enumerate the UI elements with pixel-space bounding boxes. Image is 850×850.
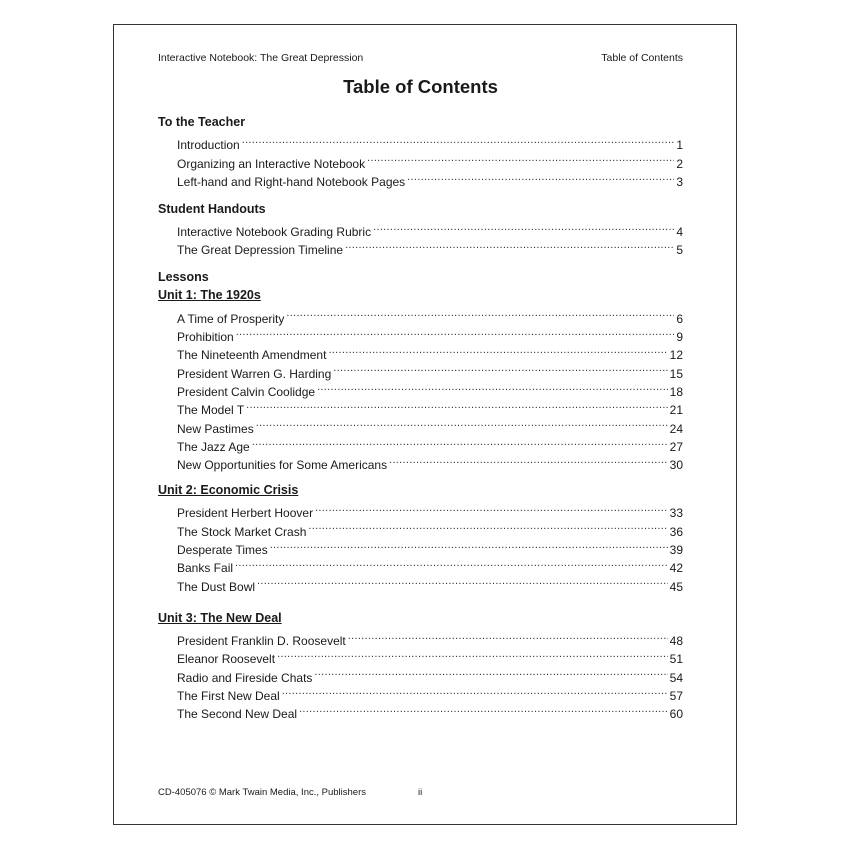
entry-page: 36	[669, 524, 683, 539]
page-title: Table of Contents	[343, 76, 498, 97]
dot-leader	[277, 645, 668, 663]
running-header	[158, 52, 683, 66]
entry-page: 27	[669, 439, 683, 454]
entry-page: 4	[676, 225, 683, 240]
unit-2	[158, 481, 683, 594]
entry-page: 21	[669, 403, 683, 418]
entry-page: 3	[676, 174, 683, 189]
section-student-handouts	[158, 200, 683, 258]
entry-page: 1	[676, 138, 683, 153]
unit-heading: Unit 2: Economic Crisis	[158, 483, 299, 498]
entry-page: 15	[669, 366, 683, 381]
footer-copyright: CD-405076 © Mark Twain Media, Inc., Publishers	[158, 787, 366, 798]
entry-page: 54	[669, 670, 683, 685]
entry-page: 24	[669, 421, 683, 436]
entry-list	[158, 218, 683, 258]
dot-leader	[328, 341, 667, 359]
entry-label: A Time of Prosperity	[177, 311, 285, 326]
entry-label: The Stock Market Crash	[177, 524, 307, 539]
entry-label: Radio and Fireside Chats	[177, 670, 313, 685]
dot-leader	[308, 517, 667, 535]
toc-entry[interactable]	[158, 572, 683, 594]
toc-entry[interactable]	[158, 218, 683, 240]
dot-leader	[333, 359, 667, 377]
dot-leader	[282, 682, 668, 700]
entry-label: President Franklin D. Roosevelt	[177, 633, 346, 648]
entry-page: 5	[676, 243, 683, 258]
entry-label: The Jazz Age	[177, 439, 250, 454]
dot-leader	[345, 236, 674, 254]
entry-page: 6	[676, 311, 683, 326]
page-number: ii	[418, 787, 423, 798]
entry-label: New Pastimes	[177, 421, 254, 436]
entry-label: Banks Fail	[177, 561, 234, 576]
entry-label: The Nineteenth Amendment	[177, 348, 327, 363]
section-heading: To the Teacher	[158, 115, 246, 129]
entry-page: 18	[669, 384, 683, 399]
dot-leader	[270, 536, 668, 554]
dot-leader	[236, 323, 675, 341]
dot-leader	[235, 554, 668, 572]
entry-page: 60	[669, 707, 683, 722]
entry-label: The Great Depression Timeline	[177, 243, 344, 258]
entry-label: The Dust Bowl	[177, 579, 256, 594]
toc-entry[interactable]	[158, 341, 683, 363]
header-section-title: Table of Contents	[601, 52, 683, 64]
dot-leader	[299, 700, 668, 718]
entry-list	[158, 627, 683, 722]
dot-leader	[257, 572, 668, 590]
entry-page: 45	[669, 579, 683, 594]
entry-label: The Second New Deal	[177, 707, 298, 722]
dot-leader	[348, 627, 668, 645]
toc-entry[interactable]	[158, 131, 683, 153]
entry-list	[158, 131, 683, 189]
entry-page: 48	[669, 633, 683, 648]
entry-page: 12	[669, 348, 683, 363]
dot-leader	[246, 396, 667, 414]
dot-leader	[367, 149, 674, 167]
dot-leader	[389, 451, 668, 469]
unit-heading: Unit 3: The New Deal	[158, 610, 282, 625]
dot-leader	[256, 414, 668, 432]
entry-page: 30	[669, 458, 683, 473]
toc-entry[interactable]	[158, 554, 683, 576]
toc-entry[interactable]	[158, 304, 683, 326]
unit-3	[158, 609, 683, 722]
entry-label: Introduction	[177, 138, 240, 153]
unit-1	[158, 286, 683, 473]
entry-page: 39	[669, 543, 683, 558]
entry-label: Interactive Notebook Grading Rubric	[177, 225, 372, 240]
toc-entry[interactable]	[158, 627, 683, 648]
section-heading: Student Handouts	[158, 201, 266, 216]
section-heading: Lessons	[158, 270, 209, 285]
dot-leader	[407, 168, 674, 186]
entry-label: Desperate Times	[177, 543, 268, 558]
dot-leader	[314, 663, 667, 681]
entry-page: 57	[669, 688, 683, 703]
toc-entry[interactable]	[158, 323, 683, 345]
toc-entry[interactable]	[158, 499, 683, 521]
dot-leader	[242, 131, 675, 149]
entry-page: 51	[669, 652, 683, 667]
entry-label: President Herbert Hoover	[177, 506, 314, 521]
entry-page: 42	[669, 561, 683, 576]
unit-heading: Unit 1: The 1920s	[158, 288, 261, 303]
dot-leader	[317, 378, 668, 396]
entry-label: The Model T	[177, 403, 245, 418]
dot-leader	[252, 433, 668, 451]
entry-page: 2	[676, 156, 683, 171]
section-to-the-teacher	[158, 113, 683, 189]
dot-leader	[373, 218, 674, 236]
entry-label: Prohibition	[177, 330, 234, 345]
entry-label: Eleanor Roosevelt	[177, 652, 276, 667]
entry-label: President Calvin Coolidge	[177, 384, 316, 399]
table-of-contents	[158, 113, 683, 722]
entry-label: New Opportunities for Some Americans	[177, 458, 388, 473]
entry-list	[158, 499, 683, 594]
section-lessons	[158, 268, 683, 722]
entry-page: 33	[669, 506, 683, 521]
entry-label: President Warren G. Harding	[177, 366, 332, 381]
dot-leader	[315, 499, 668, 517]
header-book-title: Interactive Notebook: The Great Depression	[158, 52, 364, 64]
entry-page: 9	[676, 330, 683, 345]
entry-list	[158, 304, 683, 473]
entry-label: Organizing an Interactive Notebook	[177, 156, 366, 171]
entry-label: Left-hand and Right-hand Notebook Pages	[177, 174, 406, 189]
dot-leader	[286, 304, 674, 322]
entry-label: The First New Deal	[177, 688, 280, 703]
